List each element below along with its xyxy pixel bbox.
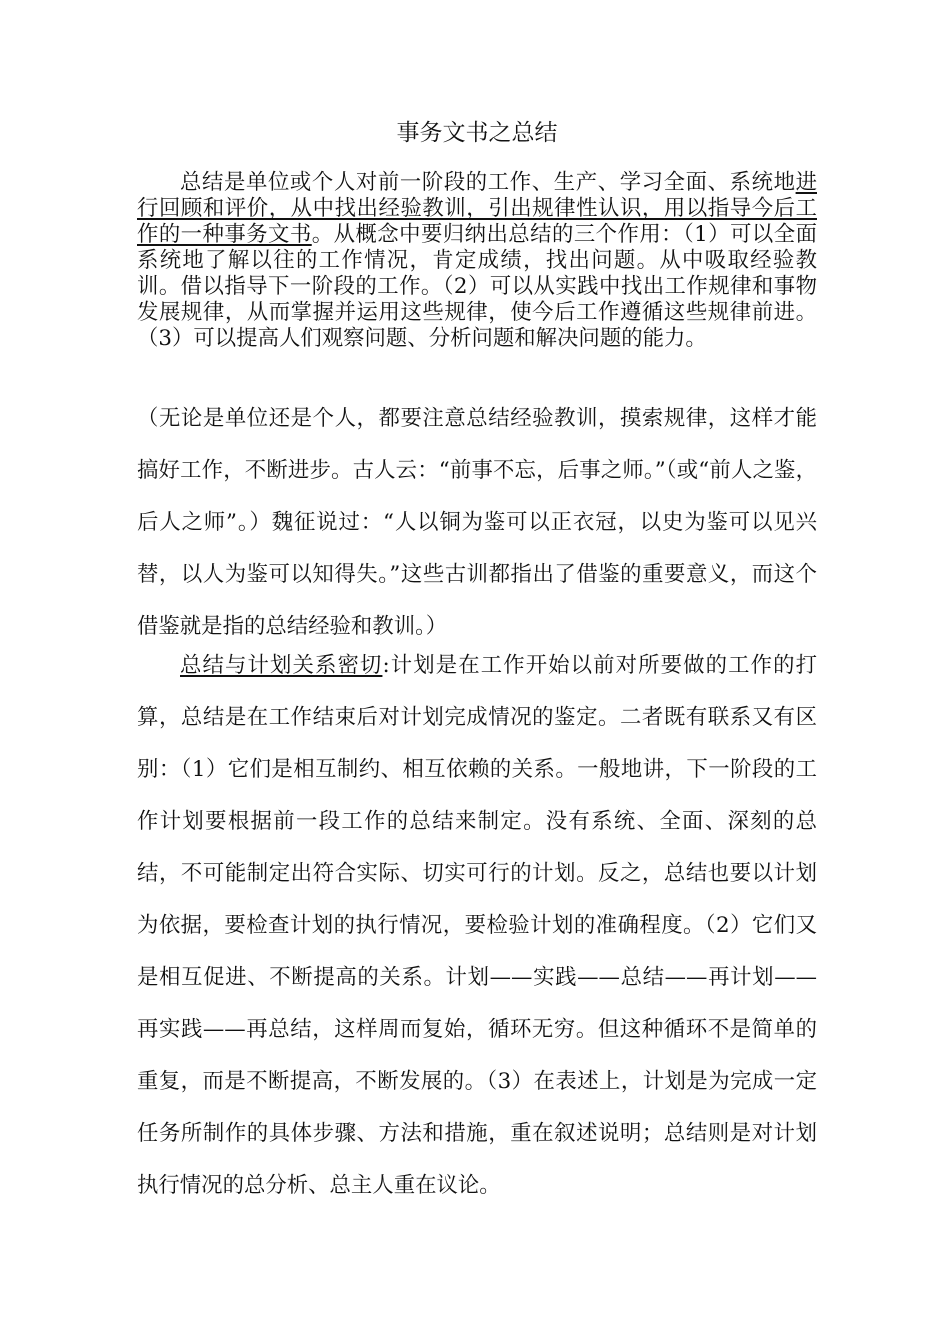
plan-relation-body: :计划是在工作开始以前对所要做的工作的打算，总结是在工作结束后对计划完成情况的鉴定。二者既有联系又有区别：（1）它们是相互制约、相互依赖的关系。一般地讲，下一阶段的工作计划要根据前一段工作的总结来制定。没有系统、全面、深刻的总结，不可能制定出符合实际、切实可行的计划。反之，总结也要以计划为依据，要检查计划的执行情况，要检验计划的准确程度。（2）它们又是相互促进、不断提高的关系。计划——实践——总结——再计划——再实践——再总结，这样周而复始，循环无穷。但这种循环不是简单的重复，而是不断提高，不断发展的。（3）在表述上，计划是为完成一定任务所制作的具体步骤、方法和措施，重在叙述说明；总结则是对计划执行情况的总分析、总主人重在议论。 bbox=[137, 653, 817, 1198]
paragraph-plan-relation bbox=[137, 640, 817, 1212]
paragraph-definition-lead: 总结是单位或个人对前一阶段的工作、生产、学习全面、系统地 bbox=[180, 170, 796, 195]
definition-underlined-text: 进行回顾和评价，从中找出经验教训，引出规律性认识，用以指导今后工作的一种事务文书 bbox=[137, 170, 817, 247]
paragraph-definition bbox=[137, 170, 817, 352]
plan-relation-heading: 总结与计划关系密切 bbox=[180, 653, 383, 678]
paragraph-definition-body: 。从概念中要归纳出总结的三个作用：（1）可以全面系统地了解以往的工作情况，肯定成绩，找出问题。从中吸取经验教训。借以指导下一阶段的工作。（2）可以从实践中找出工作规律和事物发展规律，从而掌握并运用这些规律，使今后工作遵循这些规律前进。（3）可以提高人们观察问题、分析问题和解决问题的能力。 bbox=[137, 222, 817, 351]
paragraph-quotes: （无论是单位还是个人，都要注意总结经验教训，摸索规律，这样才能搞好工作，不断进步。古人云：“前事不忘，后事之师。”（或“前人之鉴，后人之师”。）魏征说过：“人以铜为鉴可以正衣冠，以史为鉴可以见兴替，以人为鉴可以知得失。”这些古训都指出了借鉴的重要意义，而这个借鉴就是指的总结经验和教训。） bbox=[137, 406, 817, 639]
document-title: 事务文书之总结 bbox=[396, 120, 558, 146]
